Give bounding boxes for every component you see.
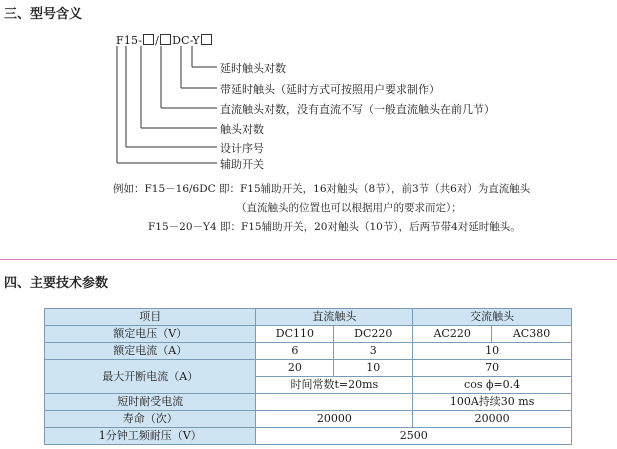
table-row bbox=[45, 343, 572, 360]
technical-parameters-table bbox=[44, 308, 572, 445]
annotation-contact-pairs: 触头对数 bbox=[220, 123, 264, 136]
cell: 70 bbox=[413, 360, 572, 377]
header-item: 项目 bbox=[45, 309, 256, 326]
annotation-auxiliary-switch: 辅助开关 bbox=[220, 158, 264, 171]
example-line-1: 例如：F15－16/6DC 即：F15辅助开关，16对触头（8节），前3节（共6对）为直流触头 bbox=[113, 183, 531, 195]
cell: 20 bbox=[256, 360, 334, 377]
placeholder-box bbox=[143, 34, 154, 45]
section-divider bbox=[0, 259, 617, 260]
section-4-heading: 四、主要技术参数 bbox=[4, 276, 109, 291]
section-3-heading: 三、型号含义 bbox=[4, 7, 83, 22]
annotation-delay-contact-pairs: 延时触头对数 bbox=[220, 62, 286, 75]
annotation-delay-contact: 带延时触头（延时方式可按照用户要求制作） bbox=[220, 83, 440, 96]
annotation-dc-contact-pairs: 直流触头对数，没有直流不写（一般直流触头在前几节） bbox=[220, 103, 495, 116]
code-prefix: F15- bbox=[116, 34, 143, 47]
cell: 100A持续30 ms bbox=[413, 394, 572, 411]
code-slash: / bbox=[155, 34, 160, 47]
placeholder-box bbox=[201, 34, 212, 45]
cell: 10 bbox=[334, 360, 413, 377]
label-current: 额定电流（A） bbox=[45, 343, 256, 360]
label-short-time: 短时耐受电流 bbox=[45, 394, 256, 411]
table-row bbox=[45, 428, 572, 445]
label-life: 寿命（次） bbox=[45, 411, 256, 428]
table-row bbox=[45, 411, 572, 428]
table-row bbox=[45, 360, 572, 377]
label-withstand: 1分钟工频耐压（V） bbox=[45, 428, 256, 445]
table-row bbox=[45, 309, 572, 326]
header-ac: 交流触头 bbox=[413, 309, 572, 326]
cell: 20000 bbox=[413, 411, 572, 428]
cell: 6 bbox=[256, 343, 334, 360]
cell: AC380 bbox=[492, 326, 572, 343]
cell: 20000 bbox=[256, 411, 413, 428]
header-dc: 直流触头 bbox=[256, 309, 413, 326]
code-mid: DC-Y bbox=[172, 34, 200, 47]
example-line-2: （直流触头的位置也可以根据用户的要求而定）； bbox=[236, 202, 462, 214]
annotation-design-serial: 设计序号 bbox=[220, 142, 264, 155]
cell bbox=[256, 394, 413, 411]
cell: DC110 bbox=[256, 326, 334, 343]
label-voltage: 额定电压（V） bbox=[45, 326, 256, 343]
example-line-3: F15－20－Y4 即：F15辅助开关，20对触头（10节），后两节带4对延时触头。 bbox=[148, 221, 521, 233]
cell: 3 bbox=[334, 343, 413, 360]
cell: 时间常数t=20ms bbox=[256, 377, 413, 394]
cell: 2500 bbox=[256, 428, 572, 445]
cell: DC220 bbox=[334, 326, 413, 343]
cell: cos ϕ=0.4 bbox=[413, 377, 572, 394]
table-row bbox=[45, 394, 572, 411]
cell: 10 bbox=[413, 343, 572, 360]
placeholder-box bbox=[160, 34, 171, 45]
model-code bbox=[116, 34, 213, 47]
cell: AC220 bbox=[413, 326, 492, 343]
table-row bbox=[45, 326, 572, 343]
label-breaking: 最大开断电流（A） bbox=[45, 360, 256, 394]
